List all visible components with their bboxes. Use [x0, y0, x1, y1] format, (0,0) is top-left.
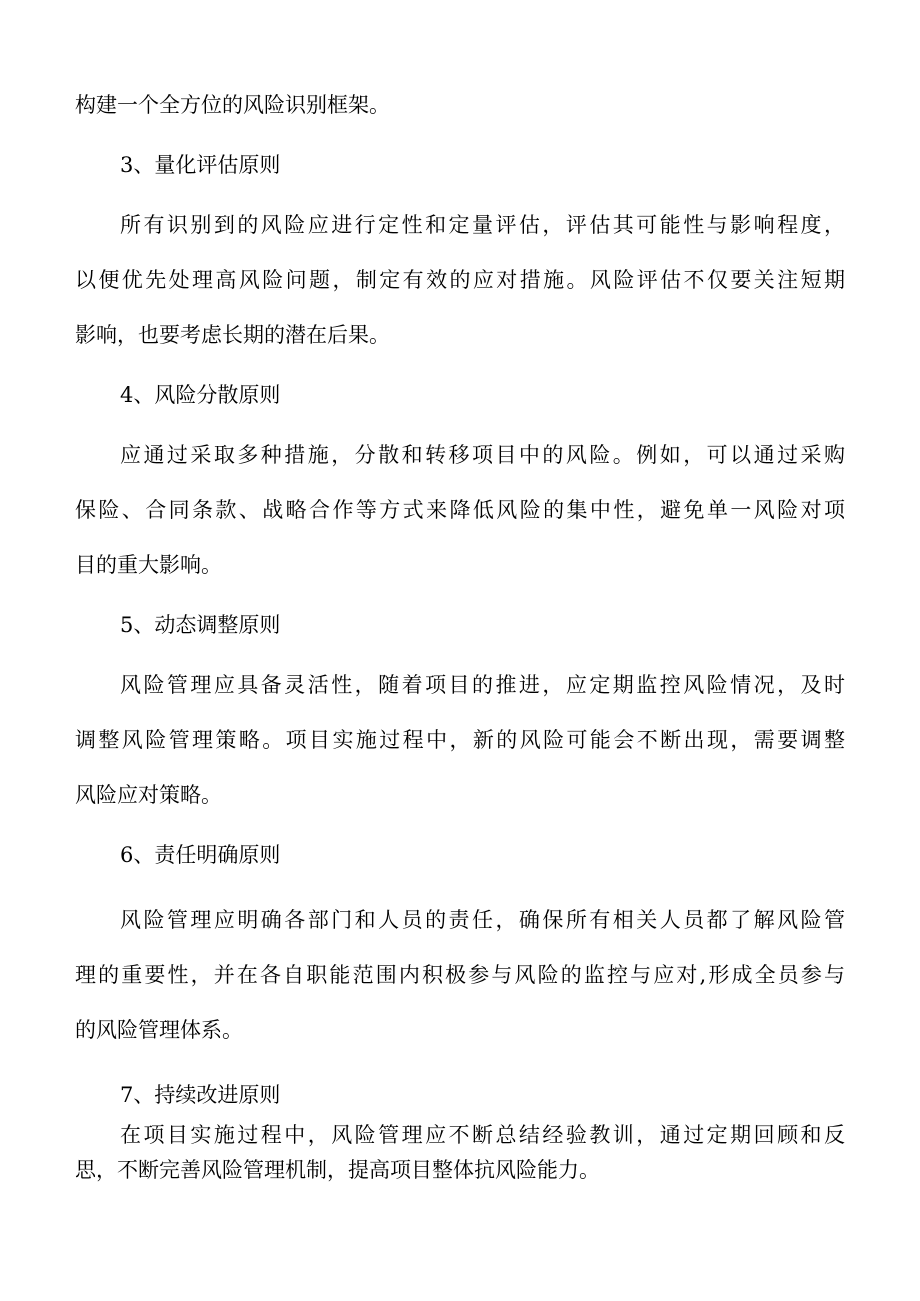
section-heading: 5、动态调整原则: [120, 613, 281, 637]
paragraph-line: 的风险管理体系。: [75, 1018, 243, 1042]
paragraph-line: 理的重要性，并在各自职能范围内积极参与风险的监控与应对,形成全员参与: [75, 963, 845, 987]
paragraph-line: 所有识别到的风险应进行定性和定量评估，评估其可能性与影响程度，: [120, 213, 845, 237]
paragraph-line: 风险应对策略。: [75, 783, 222, 807]
paragraph-line: 影响，也要考虑长期的潜在后果。: [75, 323, 390, 347]
section-heading: 4、风险分散原则: [120, 383, 281, 407]
paragraph-line: 目的重大影响。: [75, 553, 222, 577]
section-heading: 6、责任明确原则: [120, 843, 281, 867]
paragraph-line: 应通过采取多种措施，分散和转移项目中的风险。例如，可以通过采购: [120, 443, 845, 467]
paragraph-line: 保险、合同条款、战略合作等方式来降低风险的集中性，避免单一风险对项: [75, 498, 845, 522]
paragraph-line: 风险管理应明确各部门和人员的责任，确保所有相关人员都了解风险管: [120, 908, 845, 932]
paragraph-line: 调整风险管理策略。项目实施过程中，新的风险可能会不断出现，需要调整: [75, 728, 845, 752]
paragraph-line: 构建一个全方位的风险识别框架。: [75, 93, 390, 117]
section-heading: 7、持续改进原则: [120, 1083, 281, 1107]
paragraph-line: 思，不断完善风险管理机制，提高项目整体抗风险能力。: [75, 1158, 600, 1182]
paragraph-line: 风险管理应具备灵活性，随着项目的推进，应定期监控风险情况，及时: [120, 673, 845, 697]
section-heading: 3、量化评估原则: [120, 153, 281, 177]
paragraph-line: 在项目实施过程中，风险管理应不断总结经验教训，通过定期回顾和反: [120, 1123, 845, 1147]
paragraph-line: 以便优先处理高风险问题，制定有效的应对措施。风险评估不仅要关注短期: [75, 268, 845, 292]
